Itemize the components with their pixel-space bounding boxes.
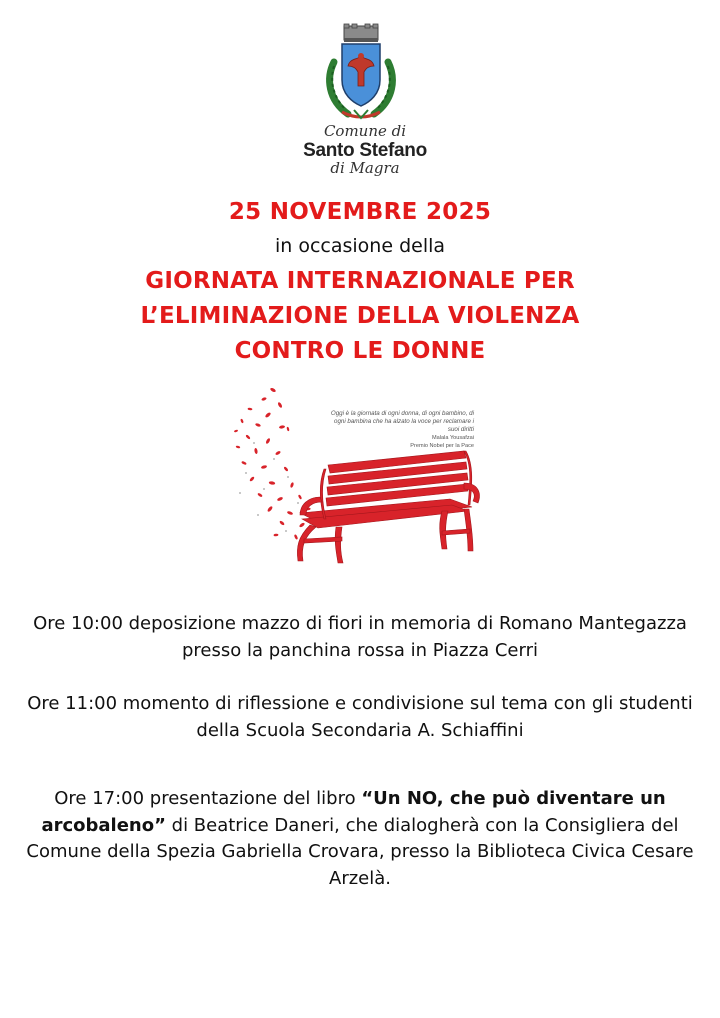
comune-name: [285, 124, 445, 176]
municipal-crest: [320, 22, 402, 126]
event-3: [20, 786, 700, 892]
quote-text: Oggi è la giornata di ogni donna, di ogni bambino, di ogni bambina che ha alzato la voce per reclamare i suoi diritti: [330, 410, 474, 433]
event-date: 25 NOVEMBRE 2025: [228, 199, 492, 225]
comune-line2: Santo Stefano: [303, 140, 427, 161]
occasione-text: in occasione della: [274, 235, 446, 257]
comune-line1: Comune di: [323, 122, 407, 140]
event-3-suffix: di Beatrice Daneri, che dialogherà con la Consigliera del Comune della Spezia Gabriella Crovara, presso la Biblioteca Civica Cesare Arzelà.: [26, 814, 694, 889]
red-bench-illustration: [228, 385, 492, 567]
giornata-line3: CONTRO LE DONNE: [234, 338, 486, 364]
coat-of-arms-icon: [320, 22, 402, 126]
giornata-line2: L’ELIMINAZIONE DELLA VIOLENZA: [140, 303, 580, 329]
giornata-line1: GIORNATA INTERNAZIONALE PER: [145, 268, 575, 294]
comune-line3: di Magra: [330, 159, 400, 177]
event-3-prefix: Ore 17:00 presentazione del libro: [54, 788, 362, 809]
malala-quote: [324, 410, 474, 450]
event-2: Ore 11:00 momento di riflessione e condivisione sul tema con gli studenti della Scuola Secondaria A. Schiaffini: [27, 693, 693, 741]
giornata-title: [0, 264, 720, 369]
quote-author-role: Premio Nobel per la Pace: [410, 443, 474, 449]
quote-author: Malala Yousafzai: [432, 435, 474, 441]
event-3-book-title: “Un NO, che può diventare un arcobaleno”: [41, 788, 666, 836]
event-1: Ore 10:00 deposizione mazzo di fiori in memoria di Romano Mantegazza presso la panchina rossa in Piazza Cerri: [33, 613, 687, 661]
